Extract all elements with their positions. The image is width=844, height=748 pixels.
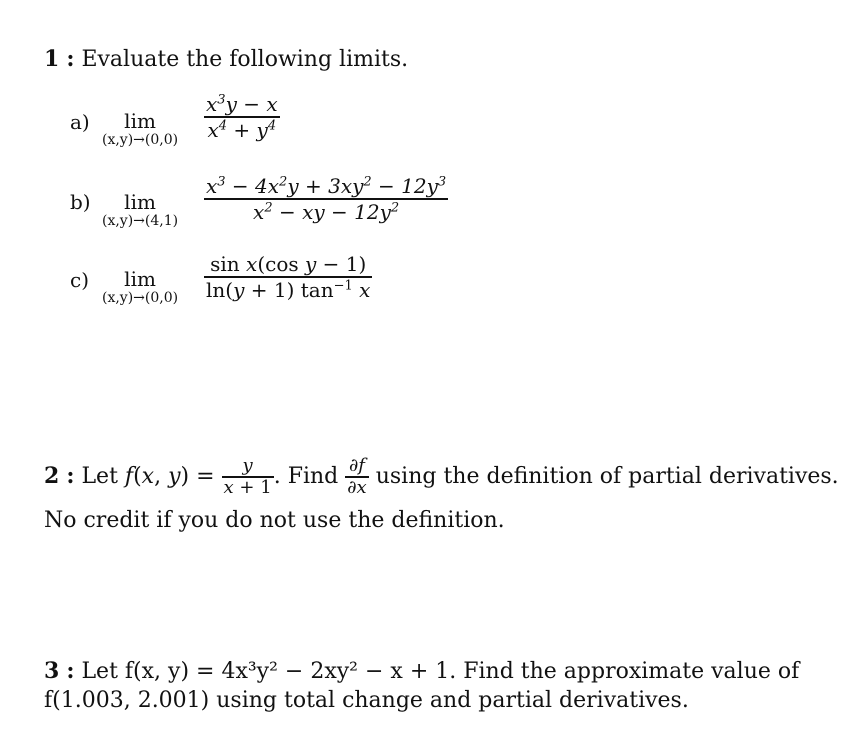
- part-a-fraction: $\frac{x^3y - x}{x^4 + y^4}$: [206, 92, 278, 142]
- partial-derivative-symbol: $\frac{\partial f}{\partial x}$: [347, 455, 367, 498]
- part-c-fraction: $\frac{\text{sin x(cos y − 1)}}{\ln(y + 1) \tan^{-1} x}$: [206, 252, 371, 302]
- part-c-approach: (x,y)→(0,0): [102, 290, 179, 306]
- q2-function-fraction: $\frac{y}{x + 1}$: [223, 455, 272, 498]
- question-3-line-1: 3 : Let f(x, y) = 4x³y² − 2xy² − x + 1. Find the approximate value of: [44, 658, 800, 684]
- function-definition: f: [124, 463, 134, 489]
- part-b-label: b): [70, 190, 91, 214]
- part-a-label: a): [70, 110, 90, 134]
- part-c-limit: lim (x,y)→(0,0): [102, 267, 179, 306]
- question-3-text-1: Let f(x, y) = 4x³y² − 2xy² − x + 1. Find the approximate value of: [81, 659, 800, 684]
- part-b-approach: (x,y)→(4,1): [102, 213, 179, 229]
- part-a-approach: (x,y)→(0,0): [102, 132, 179, 148]
- part-b-limit: lim (x,y)→(4,1): [102, 190, 179, 229]
- part-b-fraction: $\frac{x^3 - 4x^2y + 3xy^2 - 12y^3}{x^2 - xy - 12y^2}$: [206, 174, 447, 224]
- question-2-number: 2: [44, 462, 60, 489]
- part-c-label: c): [70, 268, 90, 292]
- question-2-line-2: No credit if you do not use the definition.: [44, 508, 505, 533]
- question-2-instruction: using the definition of partial derivatives.: [375, 463, 839, 489]
- question-1-prompt: Evaluate the following limits.: [81, 47, 409, 72]
- question-1-heading: 1 : Evaluate the following limits.: [44, 46, 409, 72]
- question-1-number: 1: [44, 46, 60, 72]
- question-3-number: 3: [44, 658, 60, 684]
- question-2-line-1: 2 : Let f(x, y) = $\frac{y}{x + 1}$ . Find $\frac{\partial f}{\partial x}$ using the definition of partial derivatives.: [44, 455, 839, 498]
- question-3-line-2: f(1.003, 2.001) using total change and partial derivatives.: [44, 688, 689, 713]
- part-a-limit: lim (x,y)→(0,0): [102, 109, 179, 148]
